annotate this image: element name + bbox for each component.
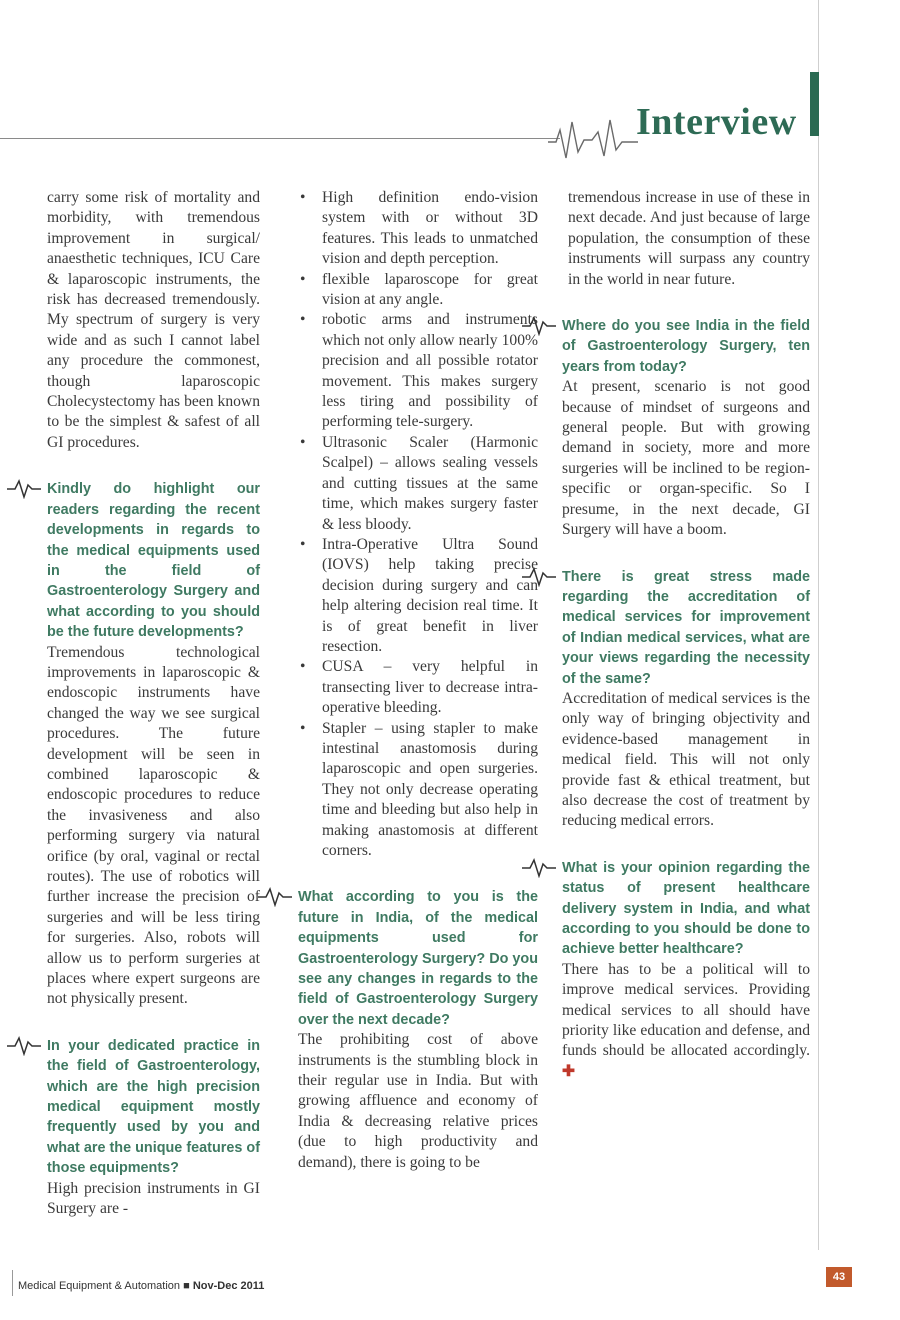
paragraph: tremendous increase in use of these in next decade. And just because of large population, the consumption of these instruments will surpass any country in the world in near future. — [568, 189, 810, 288]
pulse-icon — [258, 885, 292, 907]
question-text: In your dedicated practice in the field of Gastroenterology, which are the high precision medical equipment mostly frequently used by you and what are the unique features of those equipments? — [47, 1037, 260, 1177]
section-title: Interview — [636, 101, 797, 143]
footer — [18, 1280, 264, 1292]
answer-paragraph — [562, 960, 810, 1082]
list-item: • Stapler – using stapler to make intestinal anastomosis during laparoscopic and open surgeries. They not only decrease operating time and bleeding but also help in making anastomosis at different corners. — [298, 719, 538, 862]
page-number: 43 — [826, 1267, 852, 1287]
header-rule — [0, 138, 560, 139]
pulse-icon — [7, 477, 41, 499]
answer-text: There has to be a political will to improve medical services. Providing medical services to all should have priority like education and defense, and funds should be allocated accordingly. — [562, 960, 810, 1060]
question-text: Where do you see India in the field of Gastroenterology Surgery, ten years from today? — [562, 318, 810, 375]
answer-paragraph: At present, scenario is not good because of mindset of surgeons and general people. But with growing demand in society, more and more surgeries will be inclined to be region-specific or organ-specific. So I presume, in the next decade, GI Surgery will have a boom. — [562, 378, 810, 539]
footer-separator: ■ — [183, 1280, 190, 1292]
pulse-icon — [522, 856, 556, 878]
column-3 — [562, 188, 810, 1082]
paragraph: carry some risk of mortality and morbidity, with tremendous improvement in surgical/ anaesthetic techniques, ICU Care & laparoscopic instruments, the risk has decreased tremendously. My spectrum of surgery is very wide and as such I cannot label any procedure the commonest, though laparoscopic Cholecystectomy has been known to be the simplest & safest of all GI procedures. — [47, 189, 260, 451]
question-text: What is your opinion regarding the status of present healthcare delivery system in India, and what according to you should be done to achieve better healthcare? — [562, 859, 810, 958]
question-text: What according to you is the future in India, of the medical equipments used for Gastroenterology Surgery? Do you see any changes in regards to the field of Gastroenterology Surgery over the next decade? — [298, 889, 538, 1028]
header-accent-bar — [810, 72, 819, 136]
question-heading — [298, 887, 538, 1030]
question-heading — [562, 858, 810, 960]
pulse-icon — [522, 314, 556, 336]
instrument-list — [298, 188, 538, 861]
answer-paragraph: The prohibiting cost of above instruments is the stumbling block in their regular use in India. But with growing affluence and economy of India & decreasing relative prices (due to high productivity and demand), there is going to be — [298, 1031, 538, 1171]
list-item: • Intra-Operative Ultra Sound (IOVS) help taking precise decision during surgery and can help altering decision real time. It is of great benefit in liver resection. — [298, 535, 538, 657]
question-text: There is great stress made regarding the accreditation of medical services for improvement of Indian medical services, what are your views regarding the necessity of the same? — [562, 568, 810, 687]
list-item: • robotic arms and instruments which not only allow nearly 100% precision and all possible rotator movement. This makes surgery less tiring and possibility of performing tele-surgery. — [298, 310, 538, 432]
answer-paragraph: High precision instruments in GI Surgery are - — [47, 1179, 260, 1218]
pulse-icon — [522, 565, 556, 587]
question-heading — [47, 479, 260, 642]
heartbeat-icon — [548, 112, 638, 160]
footer-rule — [12, 1270, 13, 1296]
end-mark-icon: ✚ — [562, 1062, 576, 1080]
question-text: Kindly do highlight our readers regarding the recent developments in regards to the medical equipments used in the field of Gastroenterology Surgery and what according to you should be the future developments? — [47, 481, 260, 641]
question-heading — [47, 1036, 260, 1179]
column-rule — [818, 0, 819, 1250]
pulse-icon — [7, 1034, 41, 1056]
column-1 — [47, 188, 260, 1220]
column-2 — [298, 188, 538, 1173]
answer-paragraph: Accreditation of medical services is the only way of bringing objectivity and evidence-based management in medical field. This will not only provide fast & ethical treatment, but also decrease the cost of treatment by reducing medical errors. — [562, 689, 810, 830]
list-item: • Ultrasonic Scaler (Harmonic Scalpel) – allows sealing vessels and cutting tissues at the same time, which makes surgery faster & less bloody. — [298, 433, 538, 535]
issue-date: Nov-Dec 2011 — [192, 1280, 265, 1292]
question-heading — [562, 567, 810, 689]
list-item: • High definition endo-vision system with or without 3D features. This leads to unmatched vision and depth perception. — [298, 188, 538, 270]
publication-name: Medical Equipment & Automation — [18, 1280, 181, 1292]
list-item: • flexible laparoscope for great vision at any angle. — [298, 270, 538, 311]
answer-paragraph: Tremendous technological improvements in laparoscopic & endoscopic instruments have changed the way we see surgical procedures. The future development will be seen in combined laparoscopic & endoscopic procedures to reduce the invasiveness and also performing surgery via natural orifice (by oral, vaginal or rectal routes). The use of robotics will further increase the precision of surgeries and will be less tiring for surgeries. Also, robots will allow us to perform surgeries at places where expert surgeons are not physically present. — [47, 643, 260, 1008]
question-heading — [562, 316, 810, 377]
list-item: • CUSA – very helpful in transecting liver to decrease intra-operative bleeding. — [298, 657, 538, 718]
